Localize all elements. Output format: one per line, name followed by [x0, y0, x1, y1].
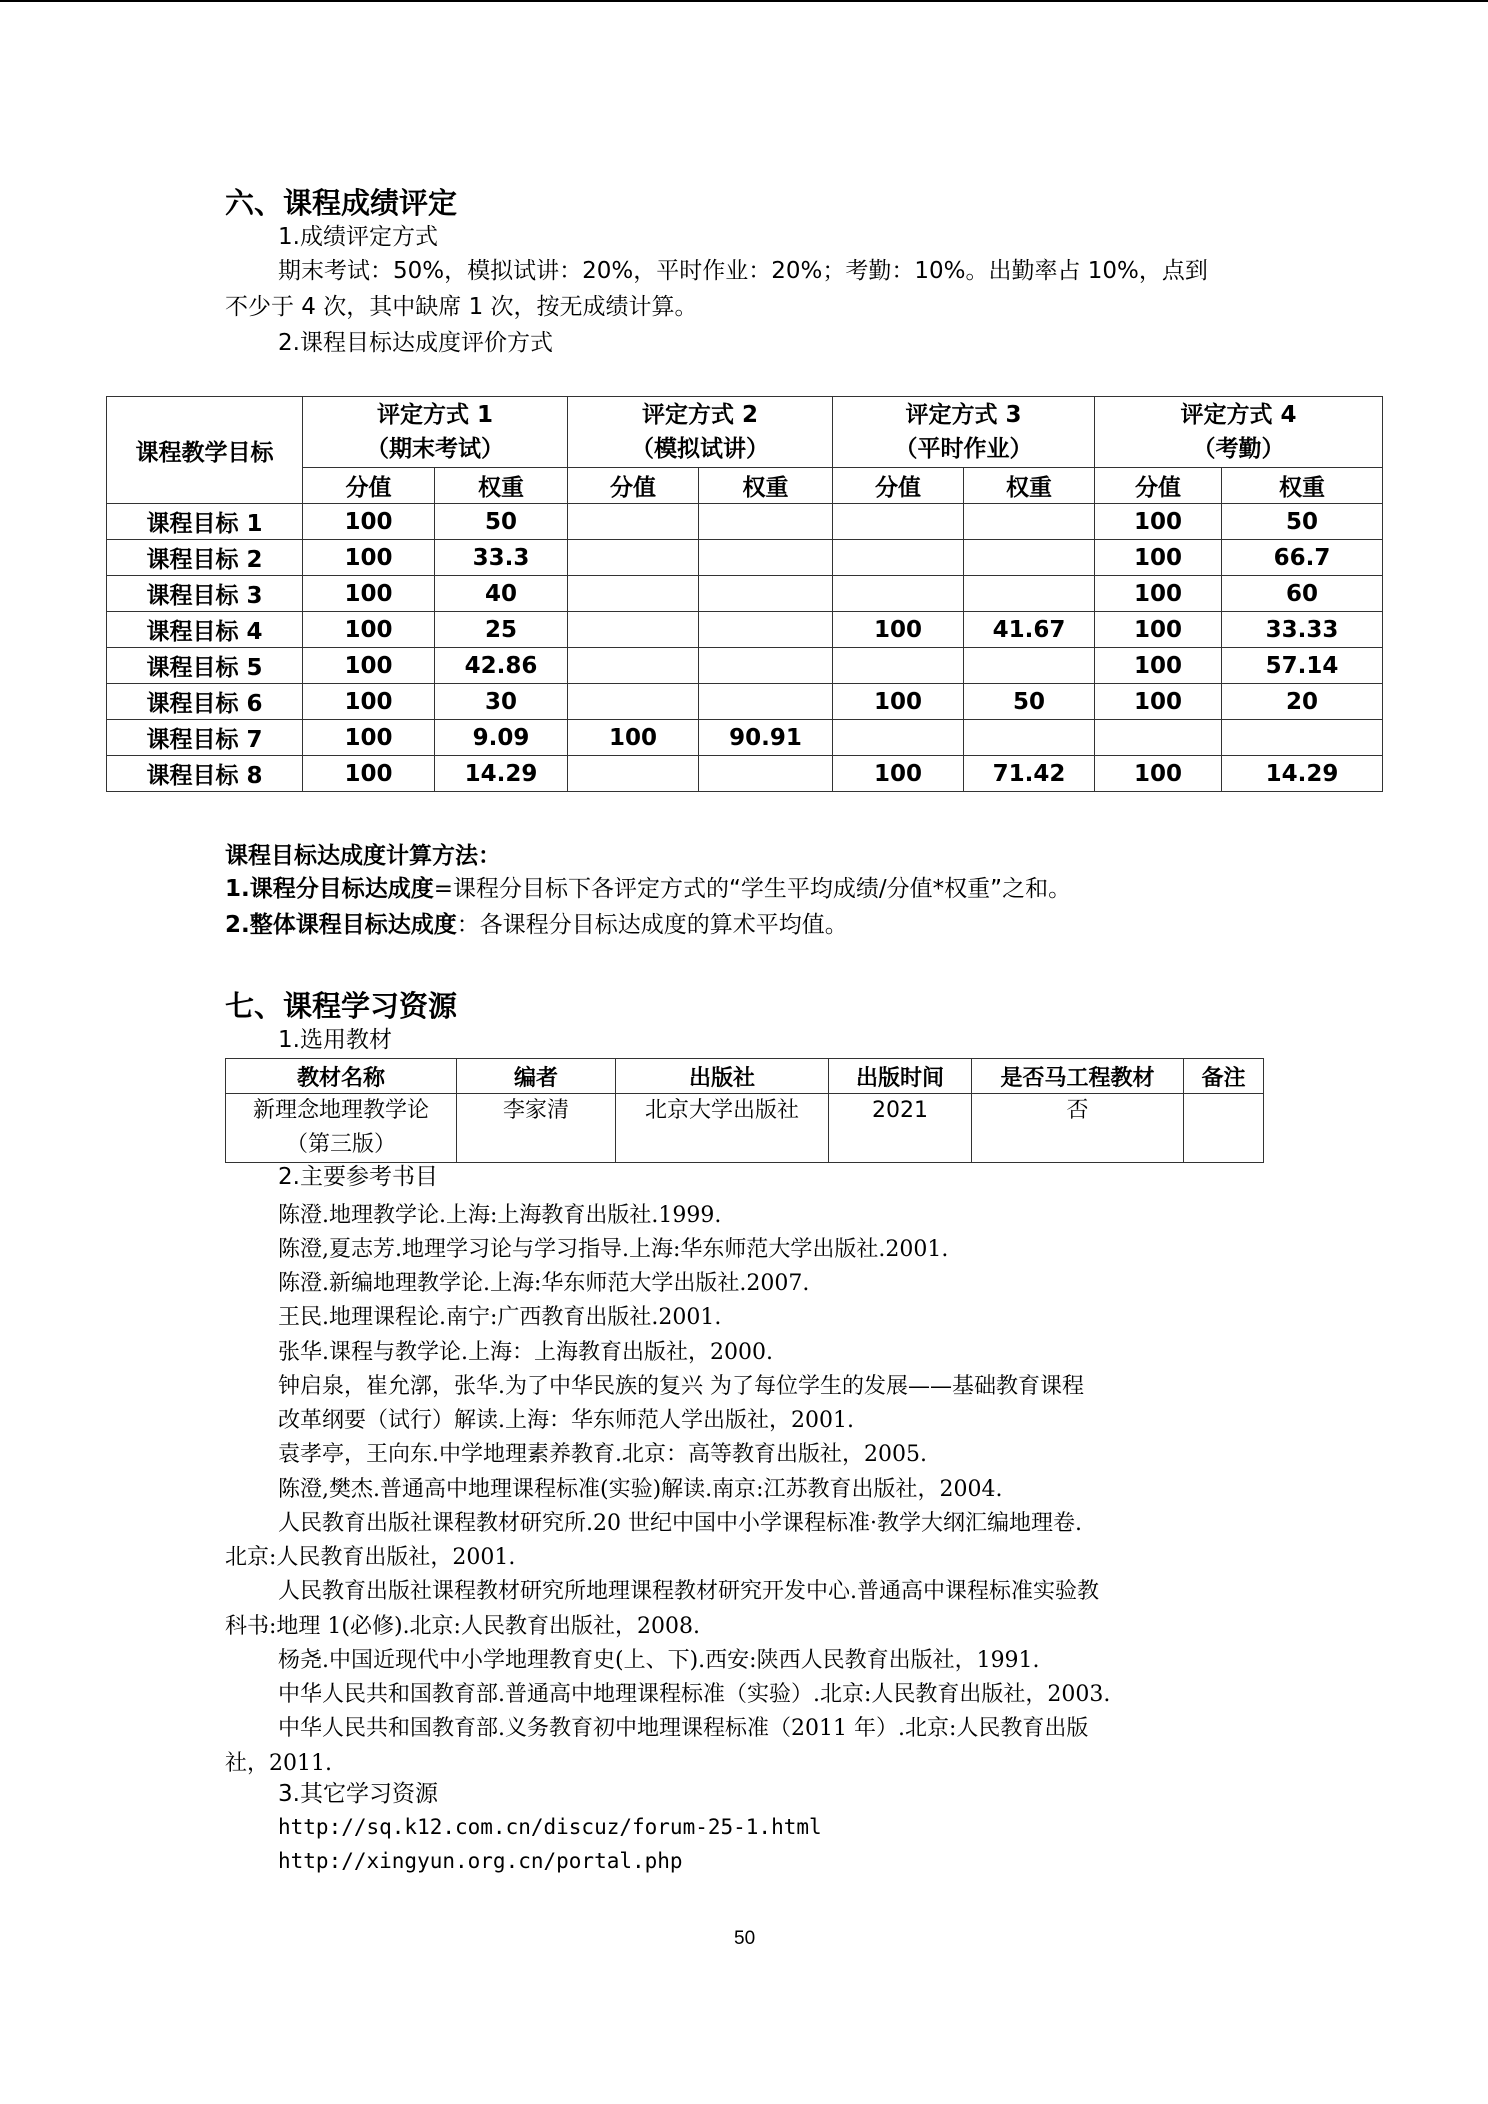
score-cell: 100 [303, 648, 435, 684]
assessment-row [107, 720, 1383, 756]
textbook-note [1184, 1094, 1264, 1163]
score-cell: 100 [1095, 612, 1222, 648]
weight-cell: 30 [435, 684, 568, 720]
calc-line2-term: 2.整体课程目标达成度 [225, 912, 457, 938]
weight-cell: 41.67 [964, 612, 1095, 648]
weight-cell [964, 648, 1095, 684]
weight-cell: 33.3 [435, 540, 568, 576]
calc-line2-text: ：各课程分目标达成度的算术平均值。 [456, 912, 848, 938]
objective-name: 课程目标 4 [107, 612, 303, 648]
weight-cell [699, 684, 833, 720]
reference-item: 张华.课程与教学论.上海：上海教育出版社，2000. [278, 1340, 773, 1365]
assessment-row [107, 612, 1383, 648]
weight-cell: 40 [435, 576, 568, 612]
grading-para-line2: 不少于 4 次，其中缺席 1 次，按无成绩计算。 [225, 294, 698, 320]
section7-sub3: 3.其它学习资源 [278, 1781, 438, 1807]
reference-item: 改革纲要（试行）解读.上海：华东师范人学出版社，2001. [278, 1408, 854, 1433]
weight-cell [699, 540, 833, 576]
weight-cell [964, 576, 1095, 612]
objective-name: 课程目标 7 [107, 720, 303, 756]
score-cell [568, 504, 699, 540]
score-cell [833, 648, 964, 684]
reference-item: 袁孝亭，王向东.中学地理素养教育.北京：高等教育出版社，2005. [278, 1442, 927, 1467]
weight-cell: 33.33 [1222, 612, 1383, 648]
textbook-year: 2021 [829, 1094, 972, 1163]
score-header: 分值 [833, 468, 964, 504]
score-cell: 100 [568, 720, 699, 756]
reference-item: 人民教育出版社课程教材研究所地理课程教材研究开发中心.普通高中课程标准实验教 [278, 1579, 1099, 1604]
score-cell: 100 [1095, 648, 1222, 684]
reference-item: 科书:地理 1(必修).北京:人民教育出版社，2008. [225, 1614, 700, 1639]
score-header: 分值 [568, 468, 699, 504]
weight-cell: 50 [435, 504, 568, 540]
weight-cell: 60 [1222, 576, 1383, 612]
top-border [0, 0, 1488, 2]
col-header-mgc: 是否马工程教材 [972, 1059, 1184, 1094]
weight-cell: 14.29 [1222, 756, 1383, 792]
score-cell: 100 [303, 612, 435, 648]
score-cell: 100 [833, 756, 964, 792]
reference-item: 中华人民共和国教育部.义务教育初中地理课程标准（2011 年）.北京:人民教育出版 [278, 1716, 1089, 1741]
weight-cell [699, 648, 833, 684]
textbook-title-cell [226, 1094, 457, 1163]
weight-cell [964, 504, 1095, 540]
score-cell [833, 720, 964, 756]
weight-cell: 9.09 [435, 720, 568, 756]
objective-name: 课程目标 2 [107, 540, 303, 576]
objective-name: 课程目标 8 [107, 756, 303, 792]
calc-line1-term: 1.课程分目标达成度 [225, 876, 434, 902]
method-2-header [568, 397, 833, 468]
objective-name: 课程目标 5 [107, 648, 303, 684]
calc-line2 [225, 910, 848, 940]
method-1-header [303, 397, 568, 468]
weight-cell [699, 756, 833, 792]
section7-sub1: 1.选用教材 [278, 1027, 392, 1053]
method-3-name: 评定方式 3 [905, 402, 1022, 428]
method-1-desc: （期末考试） [366, 436, 504, 462]
score-cell: 100 [1095, 504, 1222, 540]
section6-heading: 六、课程成绩评定 [225, 186, 458, 220]
textbook-publisher: 北京大学出版社 [616, 1094, 829, 1163]
weight-cell: 25 [435, 612, 568, 648]
assessment-row [107, 756, 1383, 792]
textbook-editor: 李家清 [457, 1094, 616, 1163]
score-cell: 100 [1095, 756, 1222, 792]
resource-link[interactable]: http://sq.k12.com.cn/discuz/forum-25-1.html [278, 1815, 822, 1839]
reference-item: 陈澄,夏志芳.地理学习论与学习指导.上海:华东师范大学出版社.2001. [278, 1237, 949, 1262]
weight-cell: 50 [964, 684, 1095, 720]
section7-heading: 七、课程学习资源 [225, 989, 458, 1023]
score-cell: 100 [833, 684, 964, 720]
weight-cell: 50 [1222, 504, 1383, 540]
assessment-row [107, 648, 1383, 684]
assessment-table [106, 396, 1383, 792]
weight-header: 权重 [964, 468, 1095, 504]
calc-line1 [225, 874, 1071, 904]
score-cell [833, 504, 964, 540]
score-header: 分值 [1095, 468, 1222, 504]
col-header-note: 备注 [1184, 1059, 1264, 1094]
grading-para-line1: 期末考试：50%，模拟试讲：20%，平时作业：20%；考勤：10%。出勤率占 10%，点到 [278, 258, 1208, 284]
method-2-name: 评定方式 2 [641, 402, 758, 428]
score-cell: 100 [1095, 540, 1222, 576]
weight-cell: 71.42 [964, 756, 1095, 792]
textbook-edition: （第三版） [285, 1132, 396, 1157]
textbook-title: 新理念地理教学论 [252, 1098, 429, 1123]
assessment-row [107, 576, 1383, 612]
weight-cell [964, 540, 1095, 576]
weight-cell [699, 504, 833, 540]
section6-sub1: 1.成绩评定方式 [278, 224, 438, 250]
method-3-header [833, 397, 1095, 468]
score-cell [568, 612, 699, 648]
reference-item: 中华人民共和国教育部.普通高中地理课程标准（实验）.北京:人民教育出版社，2003. [278, 1682, 1111, 1707]
weight-cell [964, 720, 1095, 756]
score-cell [568, 648, 699, 684]
section7-sub2: 2.主要参考书目 [278, 1164, 438, 1190]
weight-cell [699, 576, 833, 612]
weight-cell: 90.91 [699, 720, 833, 756]
weight-cell: 66.7 [1222, 540, 1383, 576]
method-4-name: 评定方式 4 [1180, 402, 1297, 428]
method-4-desc: （考勤） [1192, 436, 1285, 462]
score-cell: 100 [833, 612, 964, 648]
textbook-table [225, 1058, 1264, 1163]
corner-header: 课程教学目标 [107, 397, 303, 504]
reference-item: 王民.地理课程论.南宁:广西教育出版社.2001. [278, 1305, 722, 1330]
calc-line1-text: =课程分目标下各评定方式的“学生平均成绩/分值*权重”之和。 [433, 876, 1072, 902]
reference-item: 陈澄.新编地理教学论.上海:华东师范大学出版社.2007. [278, 1271, 810, 1296]
method-1-name: 评定方式 1 [376, 402, 493, 428]
method-4-header [1095, 397, 1383, 468]
weight-cell [699, 612, 833, 648]
weight-cell [1222, 720, 1383, 756]
score-cell: 100 [303, 720, 435, 756]
assessment-row [107, 684, 1383, 720]
score-cell [568, 684, 699, 720]
score-cell: 100 [303, 576, 435, 612]
col-header-title: 教材名称 [226, 1059, 457, 1094]
reference-item: 陈澄,樊杰.普通高中地理课程标准(实验)解读.南京:江苏教育出版社，2004. [278, 1477, 1003, 1502]
score-cell: 100 [303, 684, 435, 720]
score-cell: 100 [1095, 576, 1222, 612]
weight-header: 权重 [1222, 468, 1383, 504]
reference-item: 杨尧.中国近现代中小学地理教育史(上、下).西安:陕西人民教育出版社，1991. [278, 1648, 1040, 1673]
assessment-row [107, 540, 1383, 576]
page-number: 50 [734, 1928, 756, 1949]
score-cell [568, 540, 699, 576]
score-cell: 100 [1095, 684, 1222, 720]
score-cell [568, 576, 699, 612]
assessment-row [107, 504, 1383, 540]
score-cell: 100 [303, 504, 435, 540]
col-header-year: 出版时间 [829, 1059, 972, 1094]
col-header-publisher: 出版社 [616, 1059, 829, 1094]
reference-item: 钟启泉，崔允漷，张华.为了中华民族的复兴 为了每位学生的发展——基础教育课程 [278, 1374, 1084, 1399]
score-cell: 100 [303, 540, 435, 576]
objective-name: 课程目标 1 [107, 504, 303, 540]
score-cell [568, 756, 699, 792]
reference-item: 北京:人民教育出版社，2001. [225, 1545, 516, 1570]
reference-item: 人民教育出版社课程教材研究所.20 世纪中国中小学课程标准·教学大纲汇编地理卷. [278, 1511, 1082, 1536]
resource-link[interactable]: http://xingyun.org.cn/portal.php [278, 1849, 683, 1873]
weight-cell: 14.29 [435, 756, 568, 792]
calc-title: 课程目标达成度计算方法： [225, 843, 501, 869]
reference-item: 社，2011. [225, 1751, 332, 1776]
reference-item: 陈澄.地理教学论.上海:上海教育出版社.1999. [278, 1203, 722, 1228]
col-header-editor: 编者 [457, 1059, 616, 1094]
objective-name: 课程目标 3 [107, 576, 303, 612]
score-cell: 100 [303, 756, 435, 792]
method-2-desc: （模拟试讲） [631, 436, 769, 462]
weight-cell: 57.14 [1222, 648, 1383, 684]
textbook-mgc: 否 [972, 1094, 1184, 1163]
weight-header: 权重 [435, 468, 568, 504]
weight-cell: 42.86 [435, 648, 568, 684]
score-cell [833, 540, 964, 576]
section6-sub2: 2.课程目标达成度评价方式 [278, 330, 553, 356]
weight-cell: 20 [1222, 684, 1383, 720]
score-cell [833, 576, 964, 612]
score-header: 分值 [303, 468, 435, 504]
weight-header: 权重 [699, 468, 833, 504]
objective-name: 课程目标 6 [107, 684, 303, 720]
score-cell [1095, 720, 1222, 756]
method-3-desc: （平时作业） [894, 436, 1033, 462]
